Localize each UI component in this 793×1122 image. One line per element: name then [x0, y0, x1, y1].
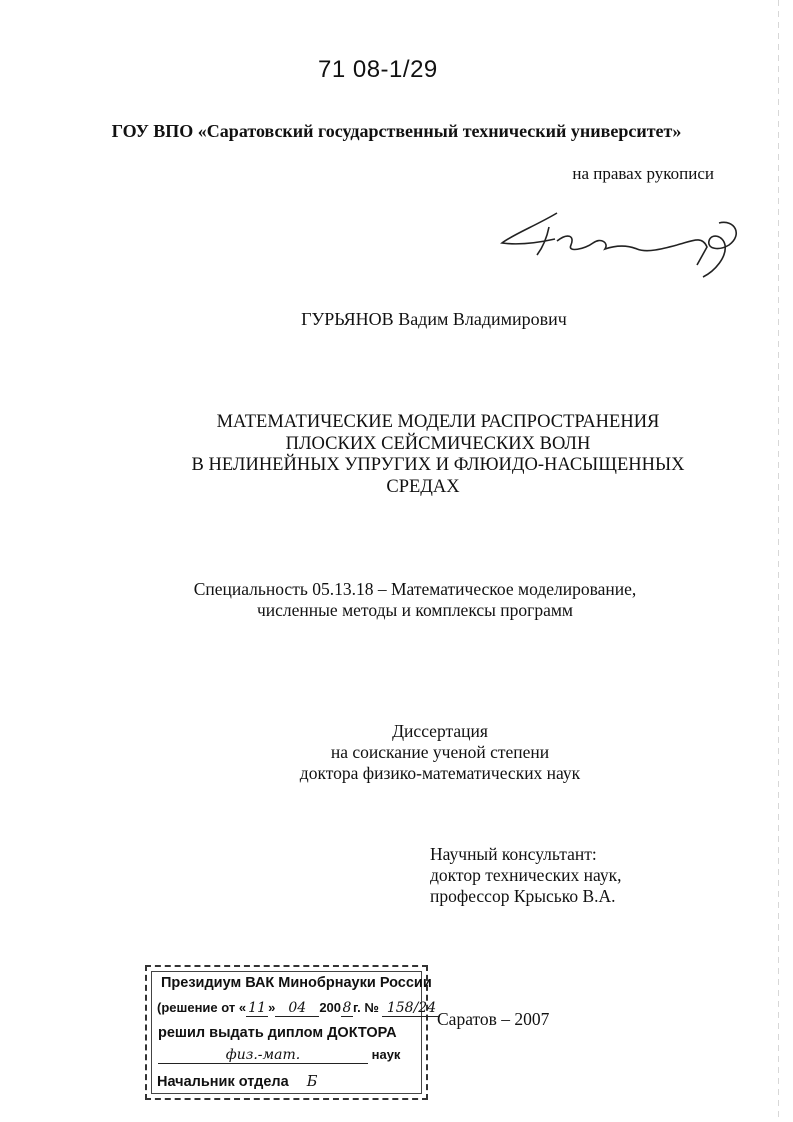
- stamp-month: 04: [275, 1000, 319, 1017]
- consultant-line-1: Научный консультант:: [430, 844, 597, 864]
- consultant-line-2: доктор технических наук,: [430, 865, 622, 885]
- stamp-year-prefix: 200: [319, 1000, 342, 1015]
- author-signature: [497, 205, 745, 281]
- title-line-1: МАТЕМАТИЧЕСКИЕ МОДЕЛИ РАСПРОСТРАНЕНИЯ: [216, 412, 660, 432]
- stamp-year-digit: 8: [342, 1000, 352, 1016]
- specialty: [0, 579, 793, 621]
- vak-stamp: [145, 965, 437, 1100]
- stamp-month-sep: »: [268, 1000, 276, 1015]
- stamp-head-initial: Б: [306, 1074, 318, 1090]
- stamp-field-suffix: наук: [371, 1047, 401, 1062]
- scientific-consultant: [430, 844, 622, 907]
- stamp-field-line: [158, 1047, 420, 1064]
- scan-edge-line: [778, 0, 779, 1122]
- dissertation-line-1: Диссертация: [392, 721, 488, 741]
- dissertation-line-2: на соискание ученой степени: [330, 742, 550, 762]
- author-name: ГУРЬЯНОВ Вадим Владимирович: [301, 309, 567, 329]
- title-line-3: В НЕЛИНЕЙНЫХ УПРУГИХ И ФЛЮИДО-НАСЫЩЕННЫХ: [191, 455, 685, 475]
- catalog-code: 71 08-1/29: [318, 56, 438, 83]
- city-year: Саратов – 2007: [437, 1009, 550, 1029]
- consultant-line-3: профессор Крысько В.А.: [430, 886, 616, 906]
- stamp-decision-prefix: (решение от «: [157, 1000, 247, 1015]
- specialty-line-1: Специальность 05.13.18 – Математическое моделирование,: [193, 579, 637, 599]
- title-line-4: СРЕДАХ: [386, 476, 460, 497]
- title-line-2: ПЛОСКИХ СЕЙСМИЧЕСКИХ ВОЛН: [285, 433, 591, 454]
- stamp-number: 158/24: [382, 1000, 440, 1017]
- university-name: ГОУ ВПО «Саратовский государственный технический университет»: [111, 121, 682, 141]
- dissertation-type: [0, 721, 793, 784]
- dissertation-line-3: доктора физико-математических наук: [299, 763, 581, 783]
- stamp-head-line: [157, 1074, 317, 1090]
- stamp-decision-line: [157, 1000, 440, 1017]
- stamp-year-suffix: г. №: [353, 1000, 379, 1015]
- stamp-line-1: Президиум ВАК Минобрнауки России: [161, 975, 432, 991]
- stamp-day: 11: [246, 1000, 268, 1017]
- dissertation-title: [0, 412, 793, 498]
- stamp-head-label: Начальник отдела: [157, 1074, 289, 1090]
- specialty-line-2: численные методы и комплексы программ: [257, 600, 573, 620]
- stamp-line-3: решил выдать диплом ДОКТОРА: [158, 1025, 397, 1041]
- rights-note: на правах рукописи: [572, 164, 714, 183]
- stamp-field-handwritten: физ.-мат.: [158, 1047, 368, 1064]
